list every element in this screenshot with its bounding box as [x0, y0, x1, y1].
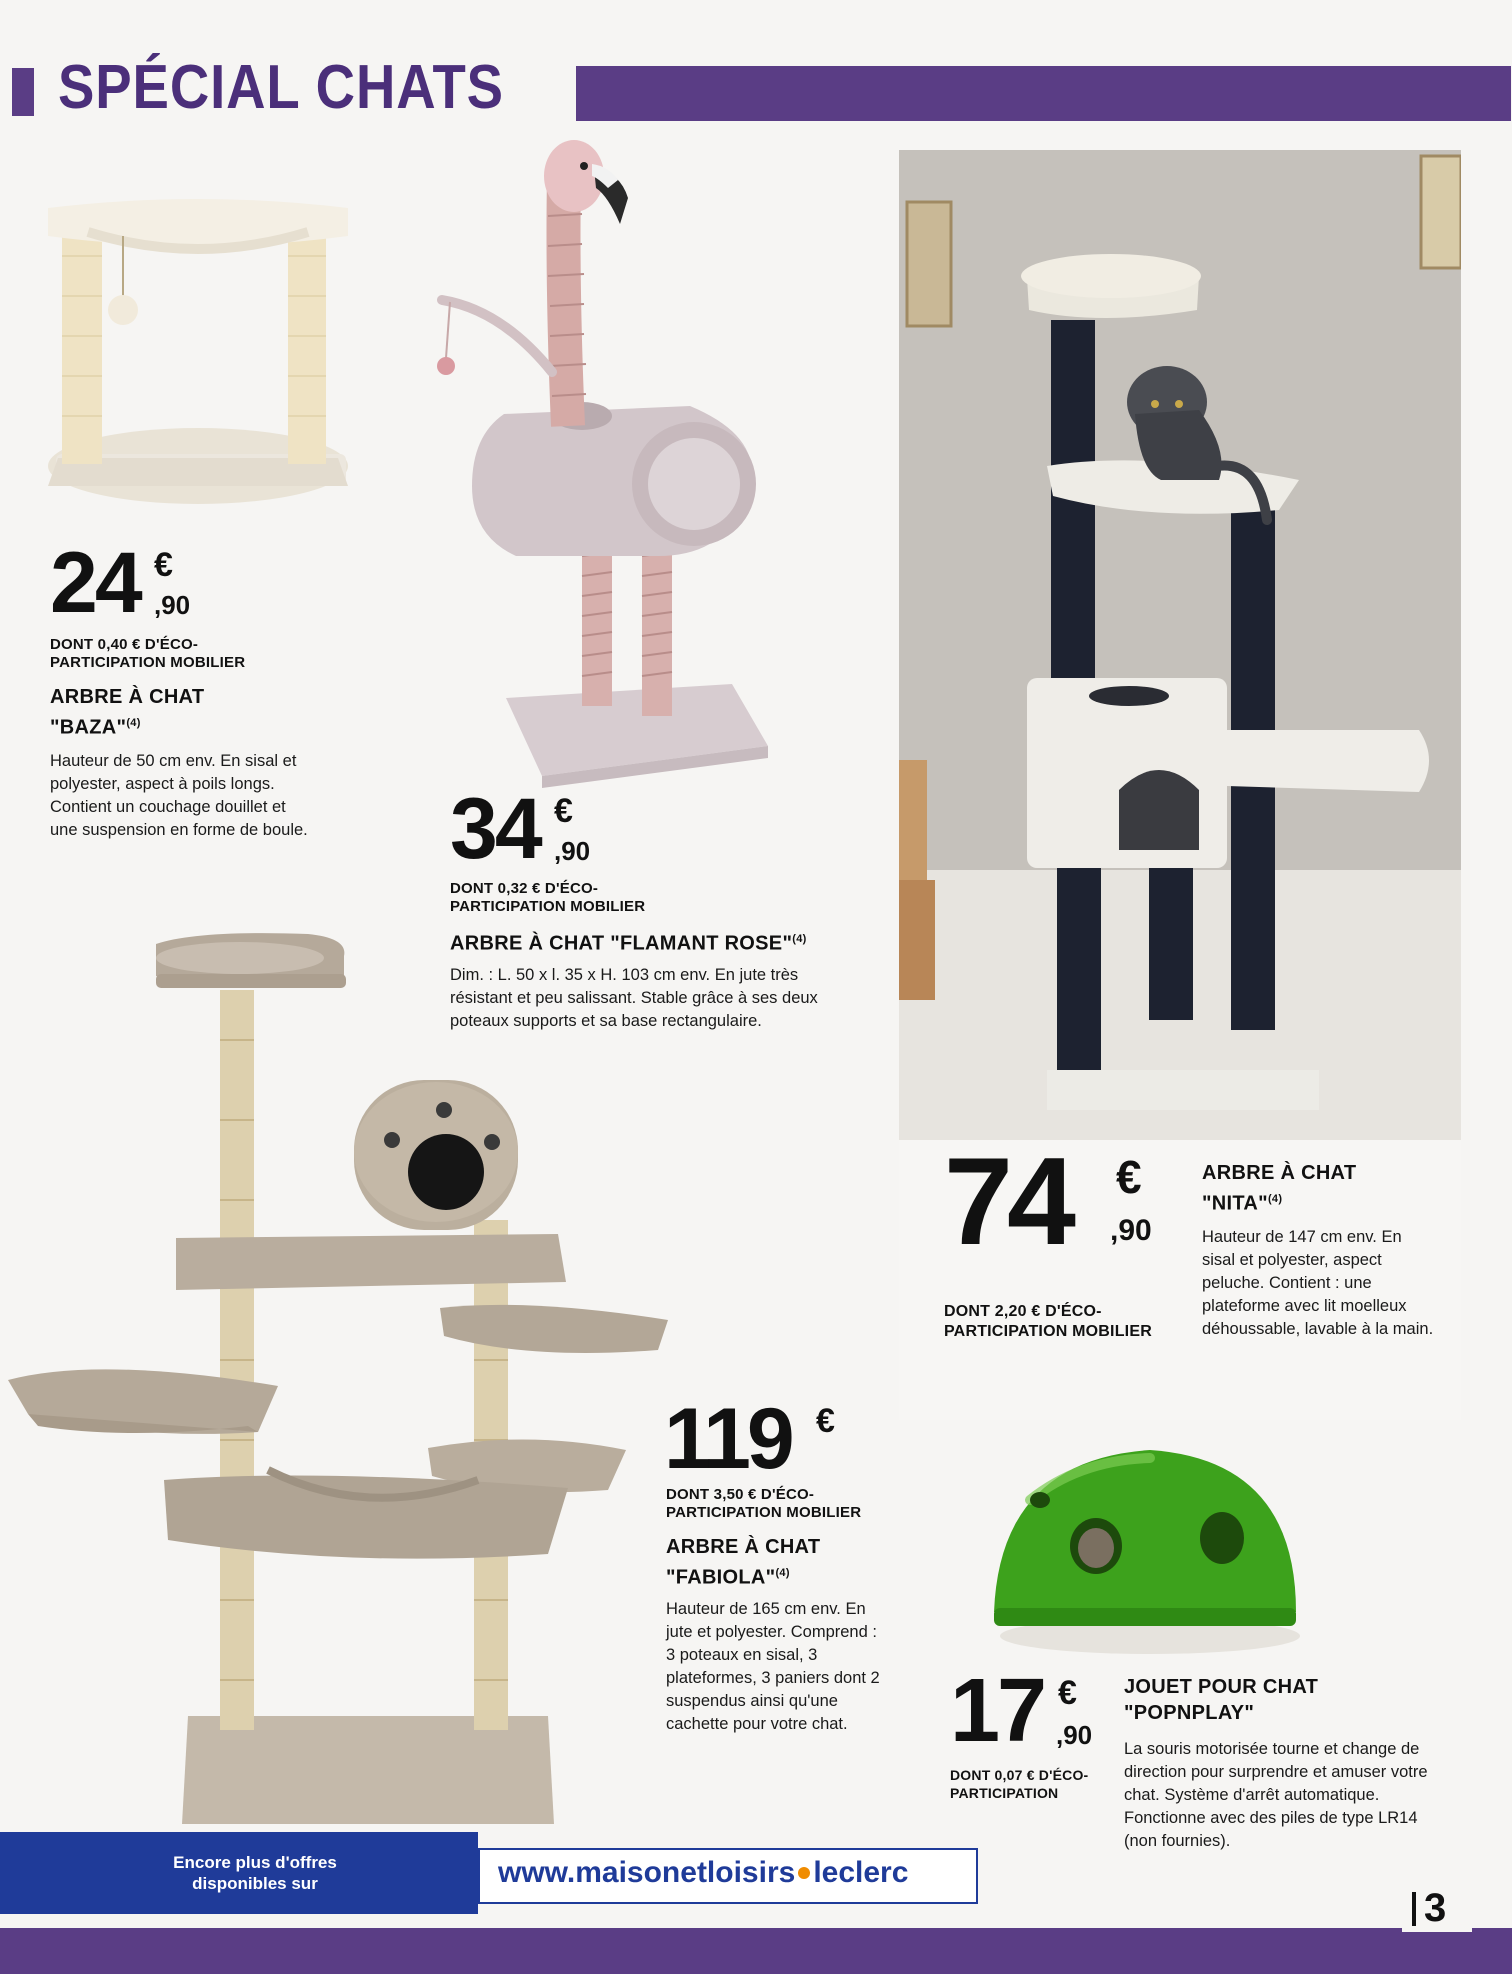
fabiola-eco-participation [666, 1486, 926, 1522]
price-integer: 119 [664, 1391, 791, 1487]
price-cents: ,90 [554, 836, 591, 866]
popnplay-product-name [1124, 1674, 1384, 1726]
name-line-2: "NITA" [1202, 1192, 1268, 1215]
popnplay-price [950, 1661, 1130, 1766]
name-line-1: ARBRE À CHAT [1202, 1162, 1357, 1184]
price-integer: 34 [450, 781, 540, 877]
price-integer: 74 [944, 1133, 1070, 1271]
baza-product-name [50, 684, 310, 741]
fabiola-description: Hauteur de 165 cm env. En jute et polyester. Comprend : 3 poteaux en sisal, 3 plateformes, 3 paniers dont 2 suspendus ainsi qu'une cachette pour votre chat. [666, 1600, 880, 1733]
website-link[interactable] [498, 1856, 908, 1890]
nita-description: Hauteur de 147 cm env. En sisal et polyester, aspect peluche. Contient : une plateforme avec lit moelleux déhoussable, lavable à la main. [1202, 1228, 1434, 1338]
eco-line-2: PARTICIPATION MOBILIER [450, 898, 646, 915]
price-currency: € [154, 546, 173, 584]
price-integer: 24 [50, 535, 140, 631]
url-suffix: leclerc [813, 1856, 909, 1889]
url-dot-icon [798, 1867, 810, 1879]
price-cents: ,90 [1056, 1720, 1093, 1750]
name-line-1: ARBRE À CHAT "FLAMANT ROSE" [450, 932, 793, 955]
eco-line-1: DONT 0,32 € D'ÉCO- [450, 880, 599, 897]
price-currency: € [816, 1402, 835, 1440]
price-cents: ,90 [1110, 1214, 1152, 1247]
footnote-ref: (4) [775, 1567, 790, 1579]
flamant-rose-eco-participation [450, 880, 710, 916]
nita-eco-participation [944, 1302, 1184, 1342]
baza-eco-participation [50, 636, 310, 672]
footnote-ref: (4) [1267, 1193, 1283, 1205]
popnplay-description: La souris motorisée tourne et change de direction pour surprendre et amuser votre chat. Système d'arrêt automatique. Fonctionne avec des piles de type LR14 (non fournies). [1124, 1740, 1428, 1850]
nita-price [944, 1133, 1184, 1280]
name-line-2: "POPNPLAY" [1124, 1702, 1255, 1724]
name-line-1: ARBRE À CHAT [666, 1536, 821, 1558]
baza-description: Hauteur de 50 cm env. En sisal et polyester, aspect à poils longs. Contient un couchage douillet et une suspension en forme de boule. [50, 752, 308, 839]
popnplay-eco-participation [950, 1766, 1120, 1802]
name-line-1: JOUET POUR CHAT [1124, 1676, 1319, 1698]
eco-line-1: DONT 0,40 € D'ÉCO- [50, 636, 199, 653]
name-line-1: ARBRE À CHAT [50, 686, 205, 708]
page-number-marker [1412, 1892, 1416, 1926]
price-currency: € [1058, 1674, 1077, 1712]
name-line-2: "BAZA" [50, 716, 127, 739]
header-bar [576, 66, 1511, 121]
price-currency: € [554, 792, 573, 830]
eco-line-2: PARTICIPATION MOBILIER [666, 1504, 862, 1521]
eco-line-1: DONT 2,20 € D'ÉCO- [944, 1303, 1102, 1320]
footer-bar [0, 1928, 1512, 1974]
fabiola-price [664, 1391, 864, 1496]
popnplay-product-image [990, 1440, 1300, 1660]
header-marker [12, 68, 34, 116]
flamant-rose-description: Dim. : L. 50 x l. 35 x H. 103 cm env. En jute très résistant et peu salissant. Stable grâce à ses deux poteaux supports et sa base rectangulaire. [450, 966, 818, 1030]
baza-price [50, 535, 250, 640]
name-line-2: "FABIOLA" [666, 1566, 776, 1589]
price-cents: ,90 [154, 590, 191, 620]
eco-line-2: PARTICIPATION MOBILIER [944, 1323, 1152, 1340]
flamant-rose-price [450, 781, 650, 886]
fabiola-product-name [666, 1534, 926, 1591]
page-number: 3 [1424, 1886, 1447, 1930]
eco-line-1: DONT 0,07 € D'ÉCO- [950, 1767, 1089, 1783]
url-prefix: www.maisonetloisirs [498, 1856, 796, 1889]
price-currency: € [1116, 1151, 1142, 1203]
price-integer: 17 [950, 1661, 1045, 1761]
page-title: SPÉCIAL CHATS [58, 53, 504, 122]
footer-note: Encore plus d'offres disponibles sur [173, 1853, 337, 1893]
eco-line-1: DONT 3,50 € D'ÉCO- [666, 1486, 815, 1503]
baza-product-image [48, 196, 348, 506]
flamant-rose-product-image [432, 136, 772, 792]
footnote-ref: (4) [126, 717, 141, 729]
eco-line-2: PARTICIPATION [950, 1785, 1059, 1801]
fabiola-product-image [8, 920, 673, 1830]
footnote-ref: (4) [792, 933, 807, 945]
nita-product-name [1202, 1160, 1442, 1217]
eco-line-2: PARTICIPATION MOBILIER [50, 654, 246, 671]
